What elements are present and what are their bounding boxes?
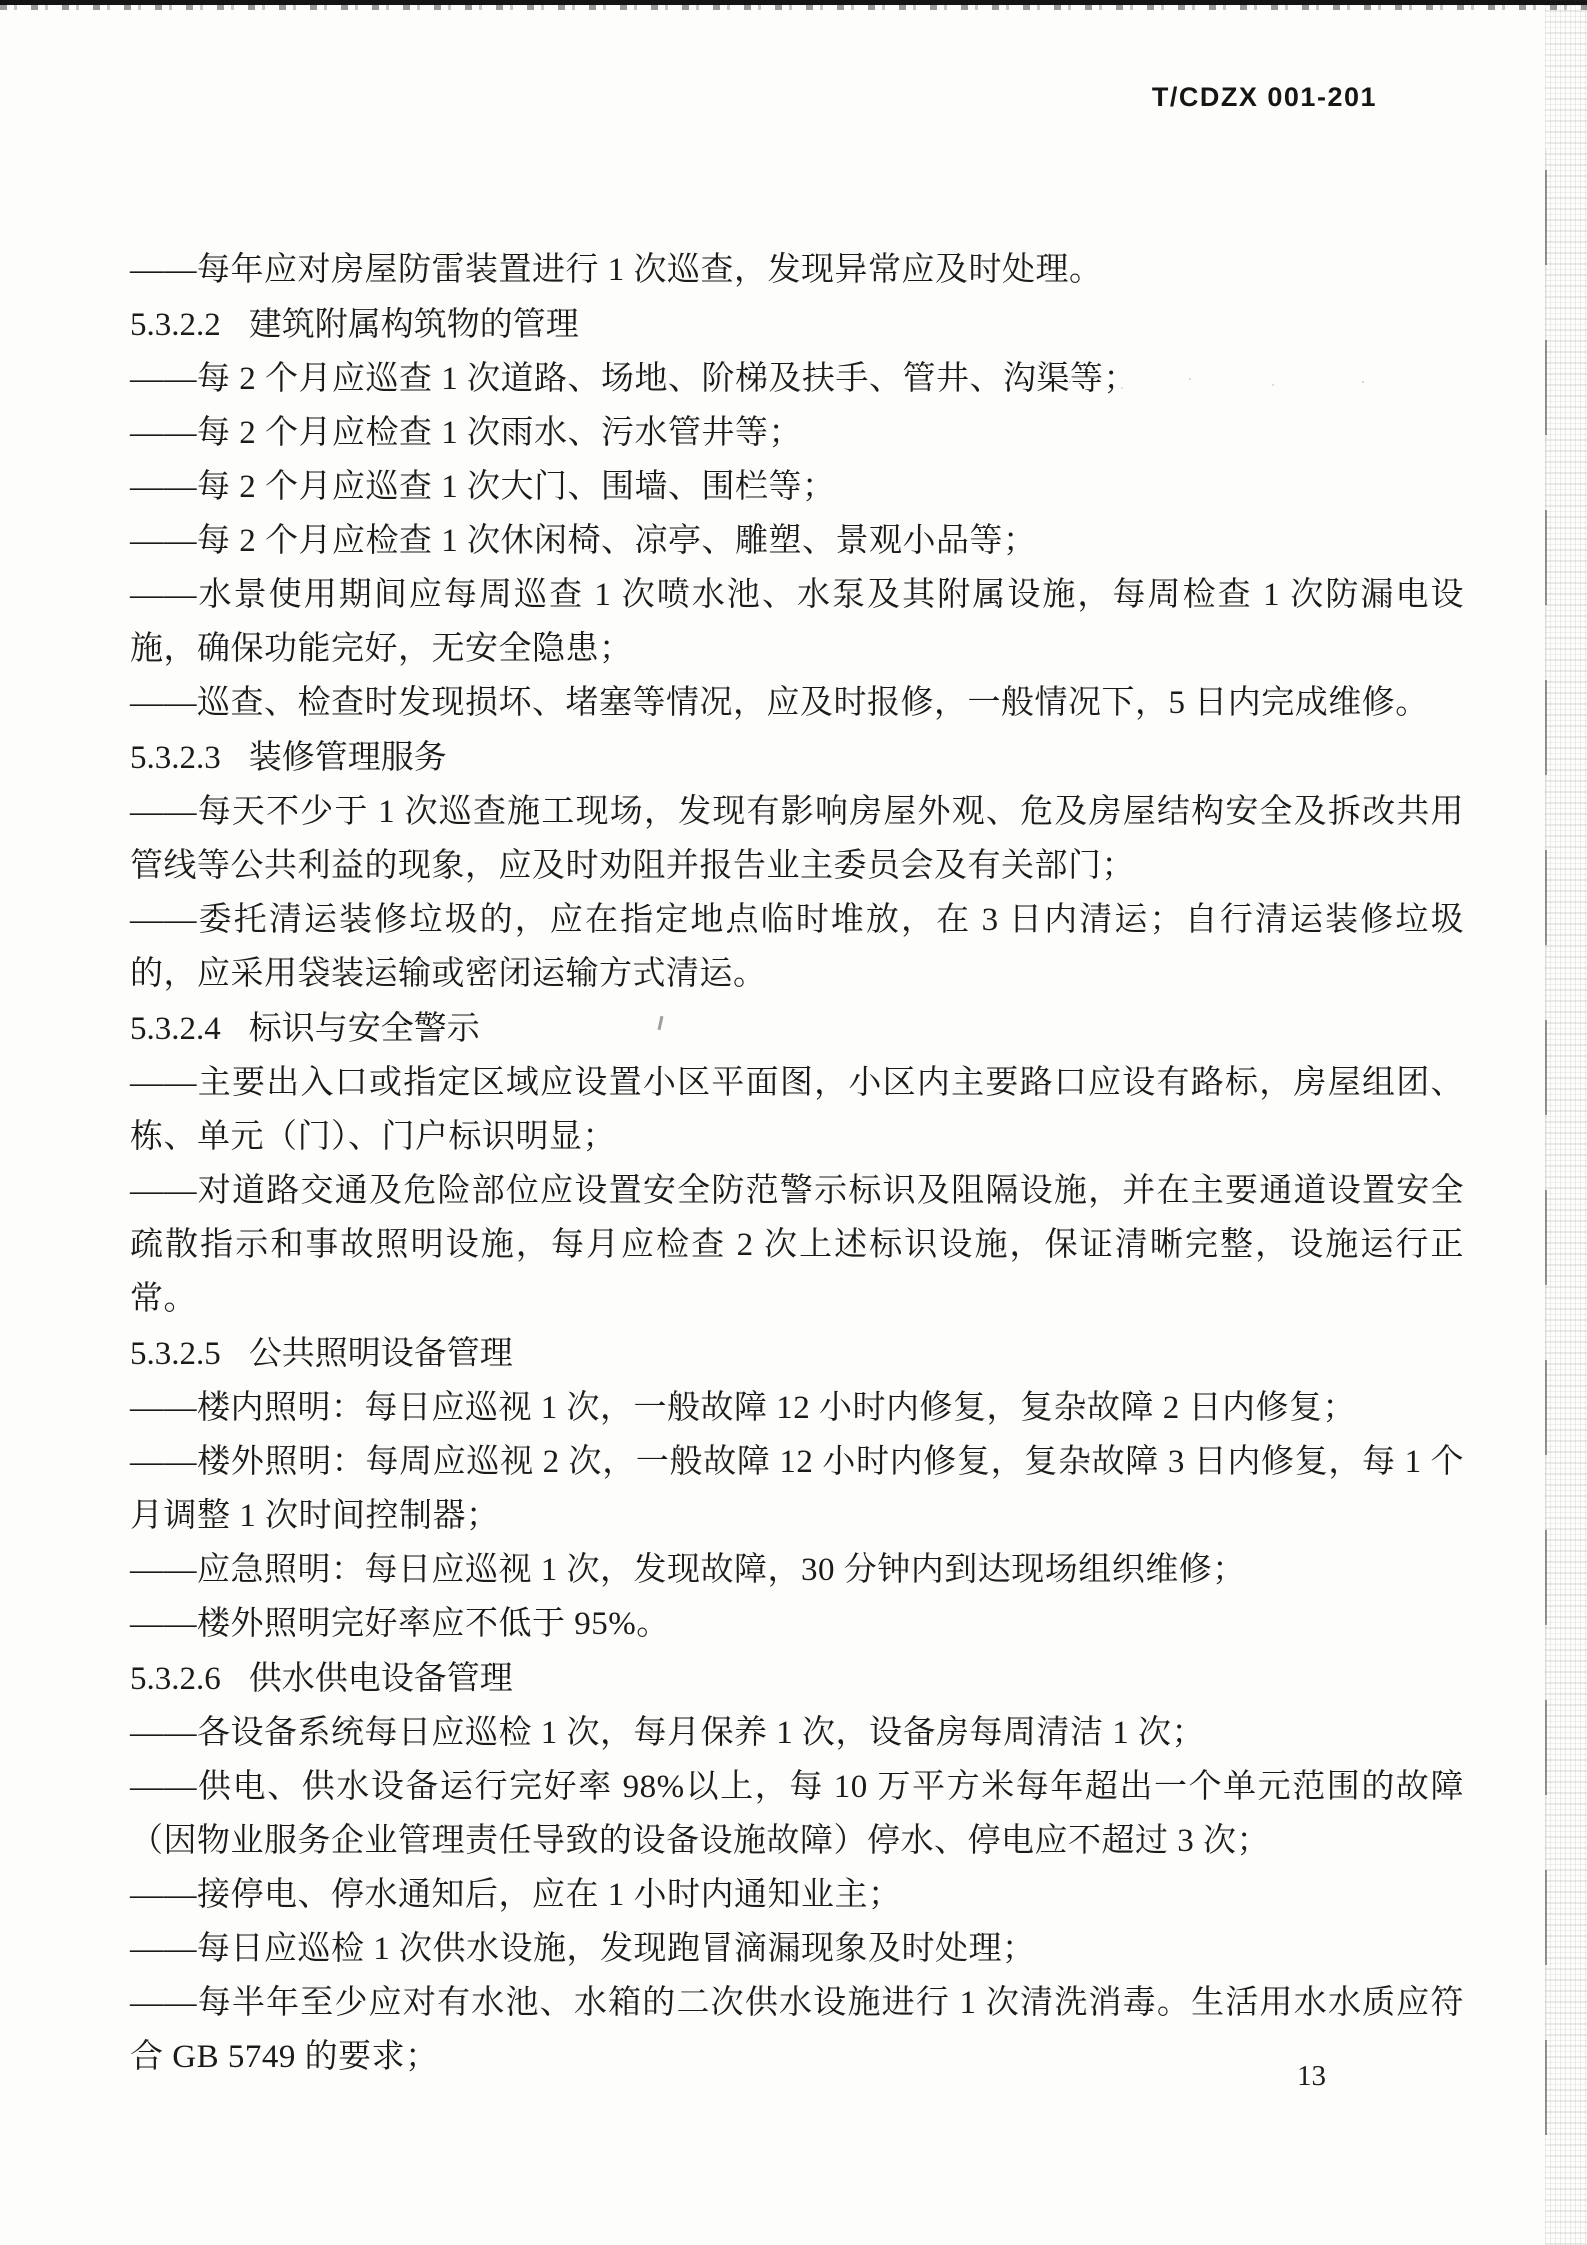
scan-artifact-right-edge	[1545, 0, 1587, 2245]
clause-item: ——委托清运装修垃圾的，应在指定地点临时堆放，在 3 日内清运；自行清运装修垃圾的，应采用袋装运输或密闭运输方式清运。	[130, 902, 1464, 992]
clause-number: 5.3.2.2	[130, 307, 221, 343]
clause-item: ——楼内照明：每日应巡视 1 次，一般故障 12 小时内修复，复杂故障 2 日内修复；	[130, 1390, 1356, 1426]
clause-item: ——楼外照明完好率应不低于 95%。	[130, 1606, 670, 1642]
clause-title: 供水供电设备管理	[248, 1659, 513, 1696]
standard-code-header: T/CDZX 001-201	[1151, 82, 1377, 112]
document-body	[130, 243, 1464, 2084]
clause-item: ——每半年至少应对有水池、水箱的二次供水设施进行 1 次清洗消毒。生活用水水质应符合 GB 5749 的要求；	[130, 1985, 1464, 2075]
clause-heading	[130, 1651, 1464, 1706]
clause-title: 公共照明设备管理	[248, 1334, 513, 1371]
clause-item: ——每 2 个月应检查 1 次雨水、污水管井等；	[130, 415, 802, 451]
clause-number: 5.3.2.4	[130, 1011, 221, 1047]
clause-title: 装修管理服务	[248, 738, 447, 775]
clause-item: ——楼外照明：每周应巡视 2 次，一般故障 12 小时内修复，复杂故障 3 日内修复，每 1 个月调整 1 次时间控制器；	[130, 1444, 1464, 1534]
clause-item: ——接停电、停水通知后，应在 1 小时内通知业主；	[130, 1877, 902, 1913]
page-number: 13	[1297, 2060, 1326, 2092]
clause-item: ——应急照明：每日应巡视 1 次，发现故障，30 分钟内到达现场组织维修；	[130, 1552, 1246, 1588]
clause-heading	[130, 730, 1464, 785]
clause-number: 5.3.2.3	[130, 740, 221, 776]
clause-item: ——每 2 个月应巡查 1 次道路、场地、阶梯及扶手、管井、沟渠等；	[130, 361, 1137, 397]
clause-item: ——每天不少于 1 次巡查施工现场，发现有影响房屋外观、危及房屋结构安全及拆改共用管线等公共利益的现象，应及时劝阻并报告业主委员会及有关部门；	[130, 794, 1464, 884]
clause-item: ——巡查、检查时发现损坏、堵塞等情况，应及时报修，一般情况下，5 日内完成维修。	[130, 685, 1429, 721]
clause-item: ——水景使用期间应每周巡查 1 次喷水池、水泵及其附属设施，每周检查 1 次防漏电设施，确保功能完好，无安全隐患；	[130, 577, 1464, 667]
clause-item: ——每日应巡检 1 次供水设施，发现跑冒滴漏现象及时处理；	[130, 1931, 1036, 1967]
clause-item: ——各设备系统每日应巡检 1 次，每月保养 1 次，设备房每周清洁 1 次；	[130, 1715, 1205, 1751]
clause-title: 标识与安全警示	[248, 1009, 480, 1046]
scan-artifact-right-line	[1545, 150, 1547, 2135]
clause-number: 5.3.2.5	[130, 1336, 221, 1372]
clause-item: ——主要出入口或指定区域应设置小区平面图，小区内主要路口应设有路标，房屋组团、栋、单元（门）、门户标识明显；	[130, 1065, 1464, 1155]
clause-heading	[130, 297, 1464, 352]
clause-title: 建筑附属构筑物的管理	[248, 305, 579, 342]
clause-item: ——每 2 个月应检查 1 次休闲椅、凉亭、雕塑、景观小品等；	[130, 523, 1037, 559]
clause-number: 5.3.2.6	[130, 1661, 221, 1697]
clause-heading	[130, 1326, 1464, 1381]
clause-item: ——供电、供水设备运行完好率 98%以上，每 10 万平方米每年超出一个单元范围的故障（因物业服务企业管理责任导致的设备设施故障）停水、停电应不超过 3 次；	[130, 1769, 1464, 1859]
clause-heading	[130, 1001, 1464, 1056]
scan-artifact-top-edge	[0, 0, 1587, 10]
clause-item: ——每年应对房屋防雷装置进行 1 次巡查，发现异常应及时处理。	[130, 252, 1103, 288]
clause-item: ——对道路交通及危险部位应设置安全防范警示标识及阻隔设施，并在主要通道设置安全疏散指示和事故照明设施，每月应检查 2 次上述标识设施，保证清晰完整，设施运行正常。	[130, 1173, 1464, 1317]
scan-artifact-top-noise	[0, 5, 1587, 10]
clause-item: ——每 2 个月应巡查 1 次大门、围墙、围栏等；	[130, 469, 836, 505]
